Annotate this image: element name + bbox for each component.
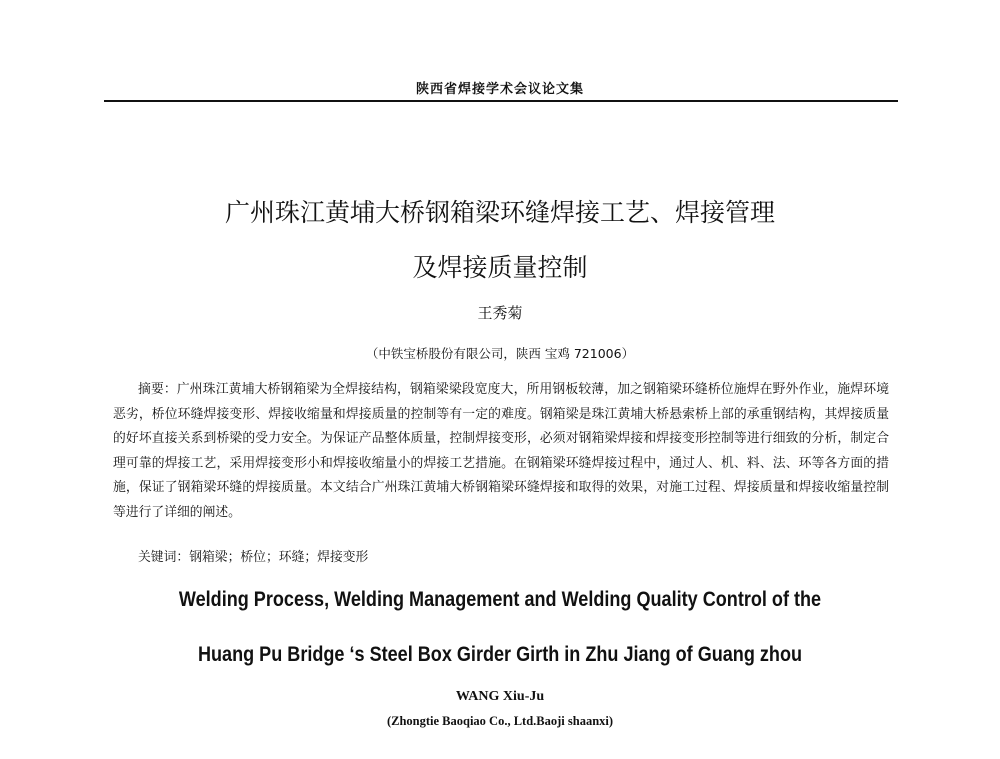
abstract-text: 广州珠江黄埔大桥钢箱梁为全焊接结构，钢箱梁梁段宽度大，所用钢板较薄，加之钢箱梁环缝桥位施焊在野外作业，施焊环境恶劣，桥位环缝焊接变形、焊接收缩量和焊接质量的控制等有一定的难度。钢箱梁是珠江黄埔大桥悬索桥上部的承重钢结构，其焊接质量的好坏直接关系到桥梁的受力安全。为保证产品整体质量，控制焊接变形，必须对钢箱梁焊接和焊接变形控制等进行细致的分析，制定合理可靠的焊接工艺，采用焊接变形小和焊接收缩量小的焊接工艺措施。在钢箱梁环缝焊接过程中，通过人、机、料、法、环等各方面的措施，保证了钢箱梁环缝的焊接质量。本文结合广州珠江黄埔大桥钢箱梁环缝焊接和取得的效果，对施工过程、焊接质量和焊接收缩量控制等进行了详细的阐述。 <box>113 382 890 520</box>
keywords-label: 关键词： <box>138 550 190 565</box>
keywords-text: 钢箱梁；桥位；环缝；焊接变形 <box>189 550 369 565</box>
chinese-affiliation: （中铁宝桥股份有限公司，陕西 宝鸡 721006） <box>365 346 635 361</box>
header-rule <box>104 100 898 102</box>
chinese-author: 王秀菊 <box>477 304 523 322</box>
running-header: 陕西省焊接学术会议论文集 <box>415 82 584 97</box>
english-author: WANG Xiu-Ju <box>455 689 545 704</box>
abstract-label: 摘要： <box>138 382 177 397</box>
chinese-title-line-2: 及焊接质量控制 <box>412 253 588 282</box>
english-title-line-2: Huang Pu Bridge ‘s Steel Box Girder Girth in Zhu Jiang of Guang zhou <box>197 643 803 666</box>
english-title-line-1: Welding Process, Welding Management and Welding Quality Control of the <box>178 588 822 611</box>
english-affiliation: (Zhongtie Baoqiao Co., Ltd.Baoji shaanxi) <box>386 714 614 728</box>
chinese-abstract <box>113 378 889 526</box>
chinese-keywords <box>138 546 368 565</box>
chinese-title-line-1: 广州珠江黄埔大桥钢箱梁环缝焊接工艺、焊接管理 <box>224 198 775 227</box>
